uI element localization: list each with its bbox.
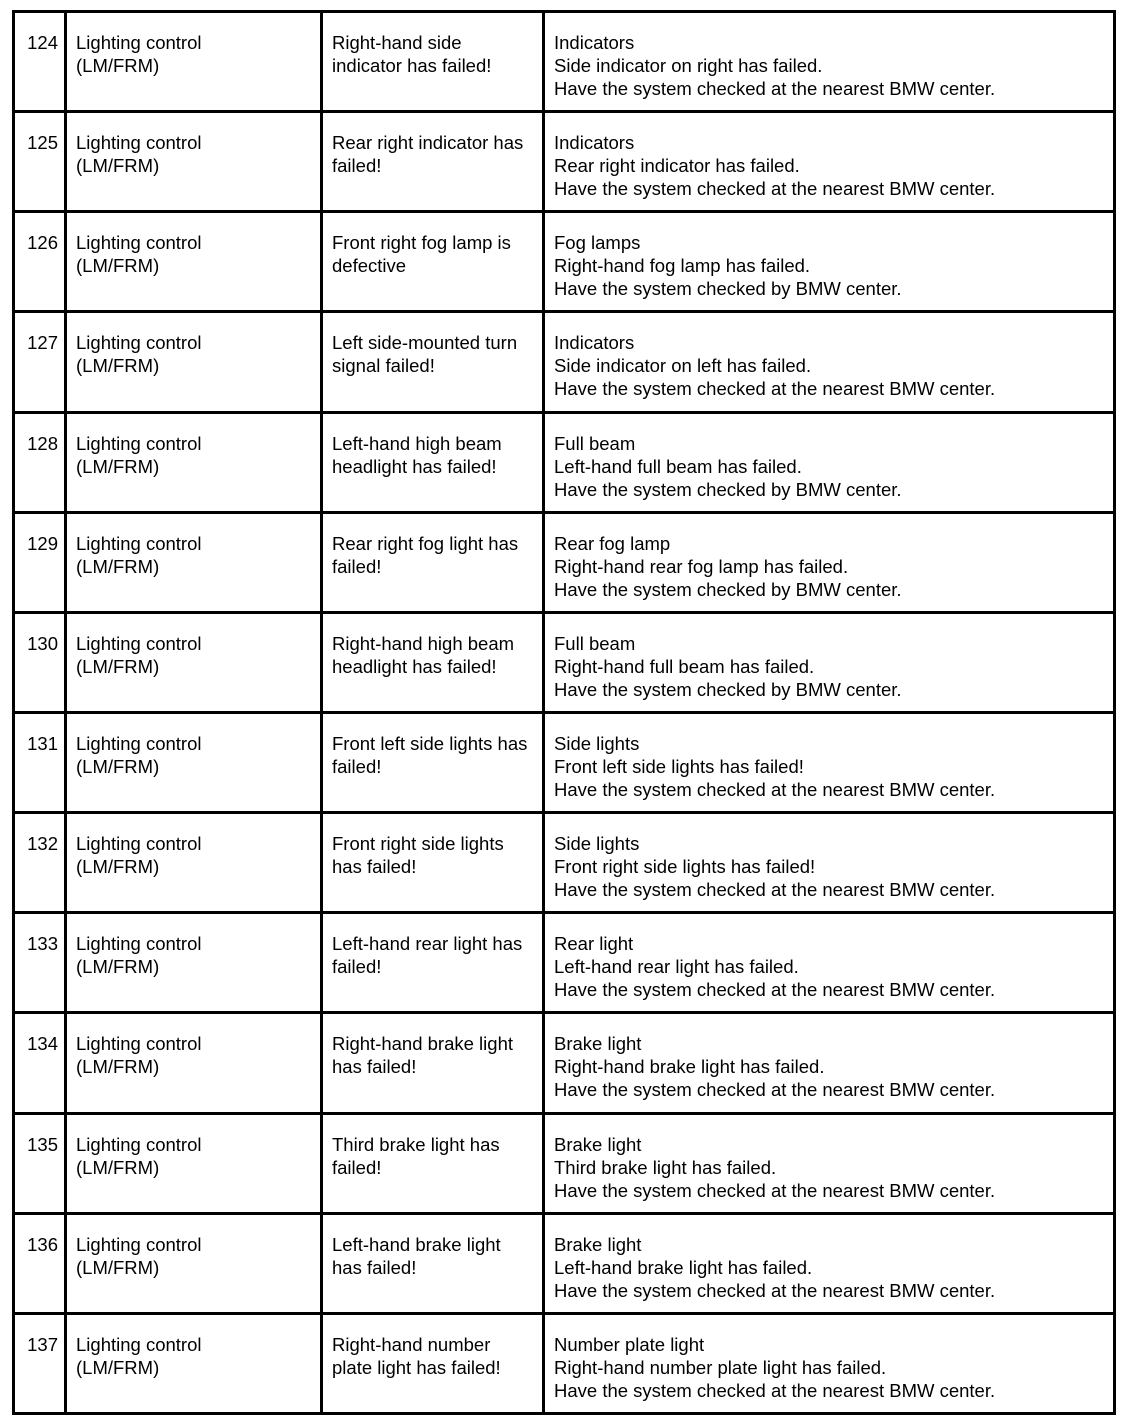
display-message-cell — [322, 612, 544, 712]
module-cell — [66, 112, 322, 212]
message-number: 131 — [27, 732, 58, 754]
description-cell — [544, 813, 1115, 913]
description-action: Have the system checked at the nearest BMW center. — [554, 378, 996, 400]
display-message-cell — [322, 412, 544, 512]
message-number-cell — [14, 312, 66, 412]
display-message: Left-hand brake light has failed! — [332, 1233, 501, 1278]
message-number-cell — [14, 112, 66, 212]
module-name-line: (LM/FRM) — [76, 555, 160, 577]
module-name-line: (LM/FRM) — [76, 655, 160, 677]
module-cell — [66, 1113, 322, 1213]
message-number: 126 — [27, 232, 58, 254]
description-title: Indicators — [554, 32, 635, 53]
module-cell — [66, 412, 322, 512]
display-message: Left side-mounted turn signal failed! — [332, 332, 518, 377]
message-number: 129 — [27, 532, 58, 554]
description-title: Rear fog lamp — [554, 532, 671, 554]
message-number: 135 — [27, 1133, 58, 1155]
module-name-line: Lighting control — [76, 1233, 202, 1255]
module-cell — [66, 913, 322, 1013]
description-action: Have the system checked by BMW center. — [554, 278, 902, 300]
description-title: Indicators — [554, 132, 635, 154]
description-action: Have the system checked at the nearest BMW center. — [554, 1379, 996, 1401]
module-name-line: (LM/FRM) — [76, 1356, 160, 1378]
module-name-line: Lighting control — [76, 432, 202, 454]
description-detail: Right-hand number plate light has failed. — [554, 1356, 887, 1378]
module-cell — [66, 612, 322, 712]
description-cell — [544, 312, 1115, 412]
description-cell — [544, 112, 1115, 212]
module-name-line: (LM/FRM) — [76, 755, 160, 777]
description-cell — [544, 212, 1115, 312]
message-number: 128 — [27, 432, 58, 454]
description-title: Fog lamps — [554, 232, 641, 254]
description-cell — [544, 1113, 1115, 1213]
description-cell — [544, 1013, 1115, 1113]
module-name-line: Lighting control — [76, 632, 202, 654]
module-cell — [66, 813, 322, 913]
table-row — [14, 1313, 1115, 1413]
module-name-line: Lighting control — [76, 232, 202, 254]
module-name-line: Lighting control — [76, 732, 202, 754]
module-cell — [66, 712, 322, 812]
description-action: Have the system checked at the nearest BMW center. — [554, 979, 996, 1001]
description-cell — [544, 612, 1115, 712]
description-title: Number plate light — [554, 1333, 705, 1355]
display-message-cell — [322, 913, 544, 1013]
description-title: Side lights — [554, 732, 640, 754]
description-cell — [544, 412, 1115, 512]
description-cell — [544, 1213, 1115, 1313]
display-message: Front right side lights has failed! — [332, 833, 504, 878]
description-cell — [544, 12, 1115, 112]
module-name-line: (LM/FRM) — [76, 956, 160, 978]
table-row — [14, 412, 1115, 512]
message-number-cell — [14, 913, 66, 1013]
description-cell — [544, 1313, 1115, 1413]
description-detail: Right-hand rear fog lamp has failed. — [554, 555, 849, 577]
display-message: Right-hand number plate light has failed! — [332, 1333, 501, 1378]
display-message: Right-hand brake light has failed! — [332, 1033, 513, 1078]
message-number-cell — [14, 412, 66, 512]
description-title: Full beam — [554, 432, 636, 454]
description-title: Brake light — [554, 1233, 642, 1255]
table-row — [14, 1113, 1115, 1213]
description-detail: Right-hand full beam has failed. — [554, 655, 815, 677]
message-number: 132 — [27, 833, 58, 855]
description-action: Have the system checked at the nearest BMW center. — [554, 178, 996, 200]
description-detail: Right-hand brake light has failed. — [554, 1056, 825, 1078]
description-detail: Right-hand fog lamp has failed. — [554, 255, 811, 277]
module-cell — [66, 12, 322, 112]
description-detail: Front right side lights has failed! — [554, 856, 816, 878]
description-action: Have the system checked at the nearest BMW center. — [554, 1279, 996, 1301]
module-cell — [66, 212, 322, 312]
module-name-line: (LM/FRM) — [76, 1256, 160, 1278]
description-action: Have the system checked at the nearest BMW center. — [554, 879, 996, 901]
display-message-cell — [322, 1213, 544, 1313]
description-action: Have the system checked at the nearest BMW center. — [554, 1079, 996, 1101]
display-message: Rear right indicator has failed! — [332, 132, 524, 177]
table-row — [14, 512, 1115, 612]
message-number-cell — [14, 612, 66, 712]
module-name-line: Lighting control — [76, 833, 202, 855]
module-name-line: Lighting control — [76, 1333, 202, 1355]
description-title: Indicators — [554, 332, 635, 354]
description-cell — [544, 913, 1115, 1013]
table-row — [14, 112, 1115, 212]
description-title: Rear light — [554, 933, 634, 955]
module-cell — [66, 1213, 322, 1313]
module-cell — [66, 1313, 322, 1413]
module-cell — [66, 1013, 322, 1113]
display-message: Right-hand high beam headlight has failed! — [332, 632, 515, 677]
description-title: Brake light — [554, 1033, 642, 1055]
table-row — [14, 1213, 1115, 1313]
message-number-cell — [14, 1213, 66, 1313]
check-control-messages-table — [12, 10, 1116, 1415]
module-name-line: Lighting control — [76, 132, 202, 154]
message-number-cell — [14, 212, 66, 312]
display-message-cell — [322, 112, 544, 212]
description-title: Side lights — [554, 833, 640, 855]
display-message-cell — [322, 512, 544, 612]
module-name-line: Lighting control — [76, 332, 202, 354]
module-name-line: Lighting control — [76, 532, 202, 554]
module-name-line: (LM/FRM) — [76, 1056, 160, 1078]
module-name-line: Lighting control — [76, 1133, 202, 1155]
description-detail: Left-hand full beam has failed. — [554, 455, 802, 477]
module-name-line: Lighting control — [76, 32, 202, 53]
message-number: 127 — [27, 332, 58, 354]
message-number-cell — [14, 12, 66, 112]
module-name-line: Lighting control — [76, 933, 202, 955]
message-number: 134 — [27, 1033, 58, 1055]
display-message: Rear right fog light has failed! — [332, 532, 519, 577]
message-number-cell — [14, 1313, 66, 1413]
display-message: Left-hand high beam headlight has failed! — [332, 432, 502, 477]
message-number: 136 — [27, 1233, 58, 1255]
description-detail: Side indicator on right has failed. — [554, 55, 823, 76]
module-name-line: (LM/FRM) — [76, 856, 160, 878]
description-action: Have the system checked at the nearest BMW center. — [554, 78, 996, 99]
display-message-cell — [322, 12, 544, 112]
module-name-line: Lighting control — [76, 1033, 202, 1055]
description-detail: Third brake light has failed. — [554, 1156, 777, 1178]
message-number: 125 — [27, 132, 58, 154]
table-row — [14, 12, 1115, 112]
message-number-cell — [14, 1013, 66, 1113]
table-row — [14, 712, 1115, 812]
description-action: Have the system checked at the nearest BMW center. — [554, 778, 996, 800]
description-title: Brake light — [554, 1133, 642, 1155]
message-number-cell — [14, 1113, 66, 1213]
message-number: 124 — [27, 32, 58, 53]
description-cell — [544, 712, 1115, 812]
table-row — [14, 813, 1115, 913]
message-number: 137 — [27, 1333, 58, 1355]
description-detail: Rear right indicator has failed. — [554, 155, 800, 177]
display-message: Front left side lights has failed! — [332, 732, 528, 777]
display-message-cell — [322, 1013, 544, 1113]
module-cell — [66, 312, 322, 412]
display-message-cell — [322, 1313, 544, 1413]
module-name-line: (LM/FRM) — [76, 255, 160, 277]
description-title: Full beam — [554, 632, 636, 654]
module-name-line: (LM/FRM) — [76, 455, 160, 477]
message-number-cell — [14, 813, 66, 913]
module-name-line: (LM/FRM) — [76, 1156, 160, 1178]
module-name-line: (LM/FRM) — [76, 55, 160, 76]
message-number: 133 — [27, 933, 58, 955]
module-name-line: (LM/FRM) — [76, 155, 160, 177]
description-action: Have the system checked at the nearest BMW center. — [554, 1179, 996, 1201]
description-detail: Left-hand rear light has failed. — [554, 956, 799, 978]
module-name-line: (LM/FRM) — [76, 355, 160, 377]
table-row — [14, 612, 1115, 712]
display-message-cell — [322, 212, 544, 312]
display-message-cell — [322, 813, 544, 913]
display-message-cell — [322, 1113, 544, 1213]
description-cell — [544, 512, 1115, 612]
table-row — [14, 212, 1115, 312]
description-action: Have the system checked by BMW center. — [554, 478, 902, 500]
message-number: 130 — [27, 632, 58, 654]
table-row — [14, 913, 1115, 1013]
display-message: Right-hand side indicator has failed! — [332, 32, 492, 76]
table-row — [14, 1013, 1115, 1113]
table-body — [14, 12, 1115, 1414]
display-message-cell — [322, 312, 544, 412]
description-action: Have the system checked by BMW center. — [554, 578, 902, 600]
description-detail: Front left side lights has failed! — [554, 755, 804, 777]
description-detail: Left-hand brake light has failed. — [554, 1256, 813, 1278]
message-number-cell — [14, 712, 66, 812]
description-detail: Side indicator on left has failed. — [554, 355, 812, 377]
display-message: Left-hand rear light has failed! — [332, 933, 523, 978]
description-action: Have the system checked by BMW center. — [554, 678, 902, 700]
module-cell — [66, 512, 322, 612]
display-message: Third brake light has failed! — [332, 1133, 500, 1178]
display-message: Front right fog lamp is defective — [332, 232, 511, 277]
message-number-cell — [14, 512, 66, 612]
table-row — [14, 312, 1115, 412]
display-message-cell — [322, 712, 544, 812]
